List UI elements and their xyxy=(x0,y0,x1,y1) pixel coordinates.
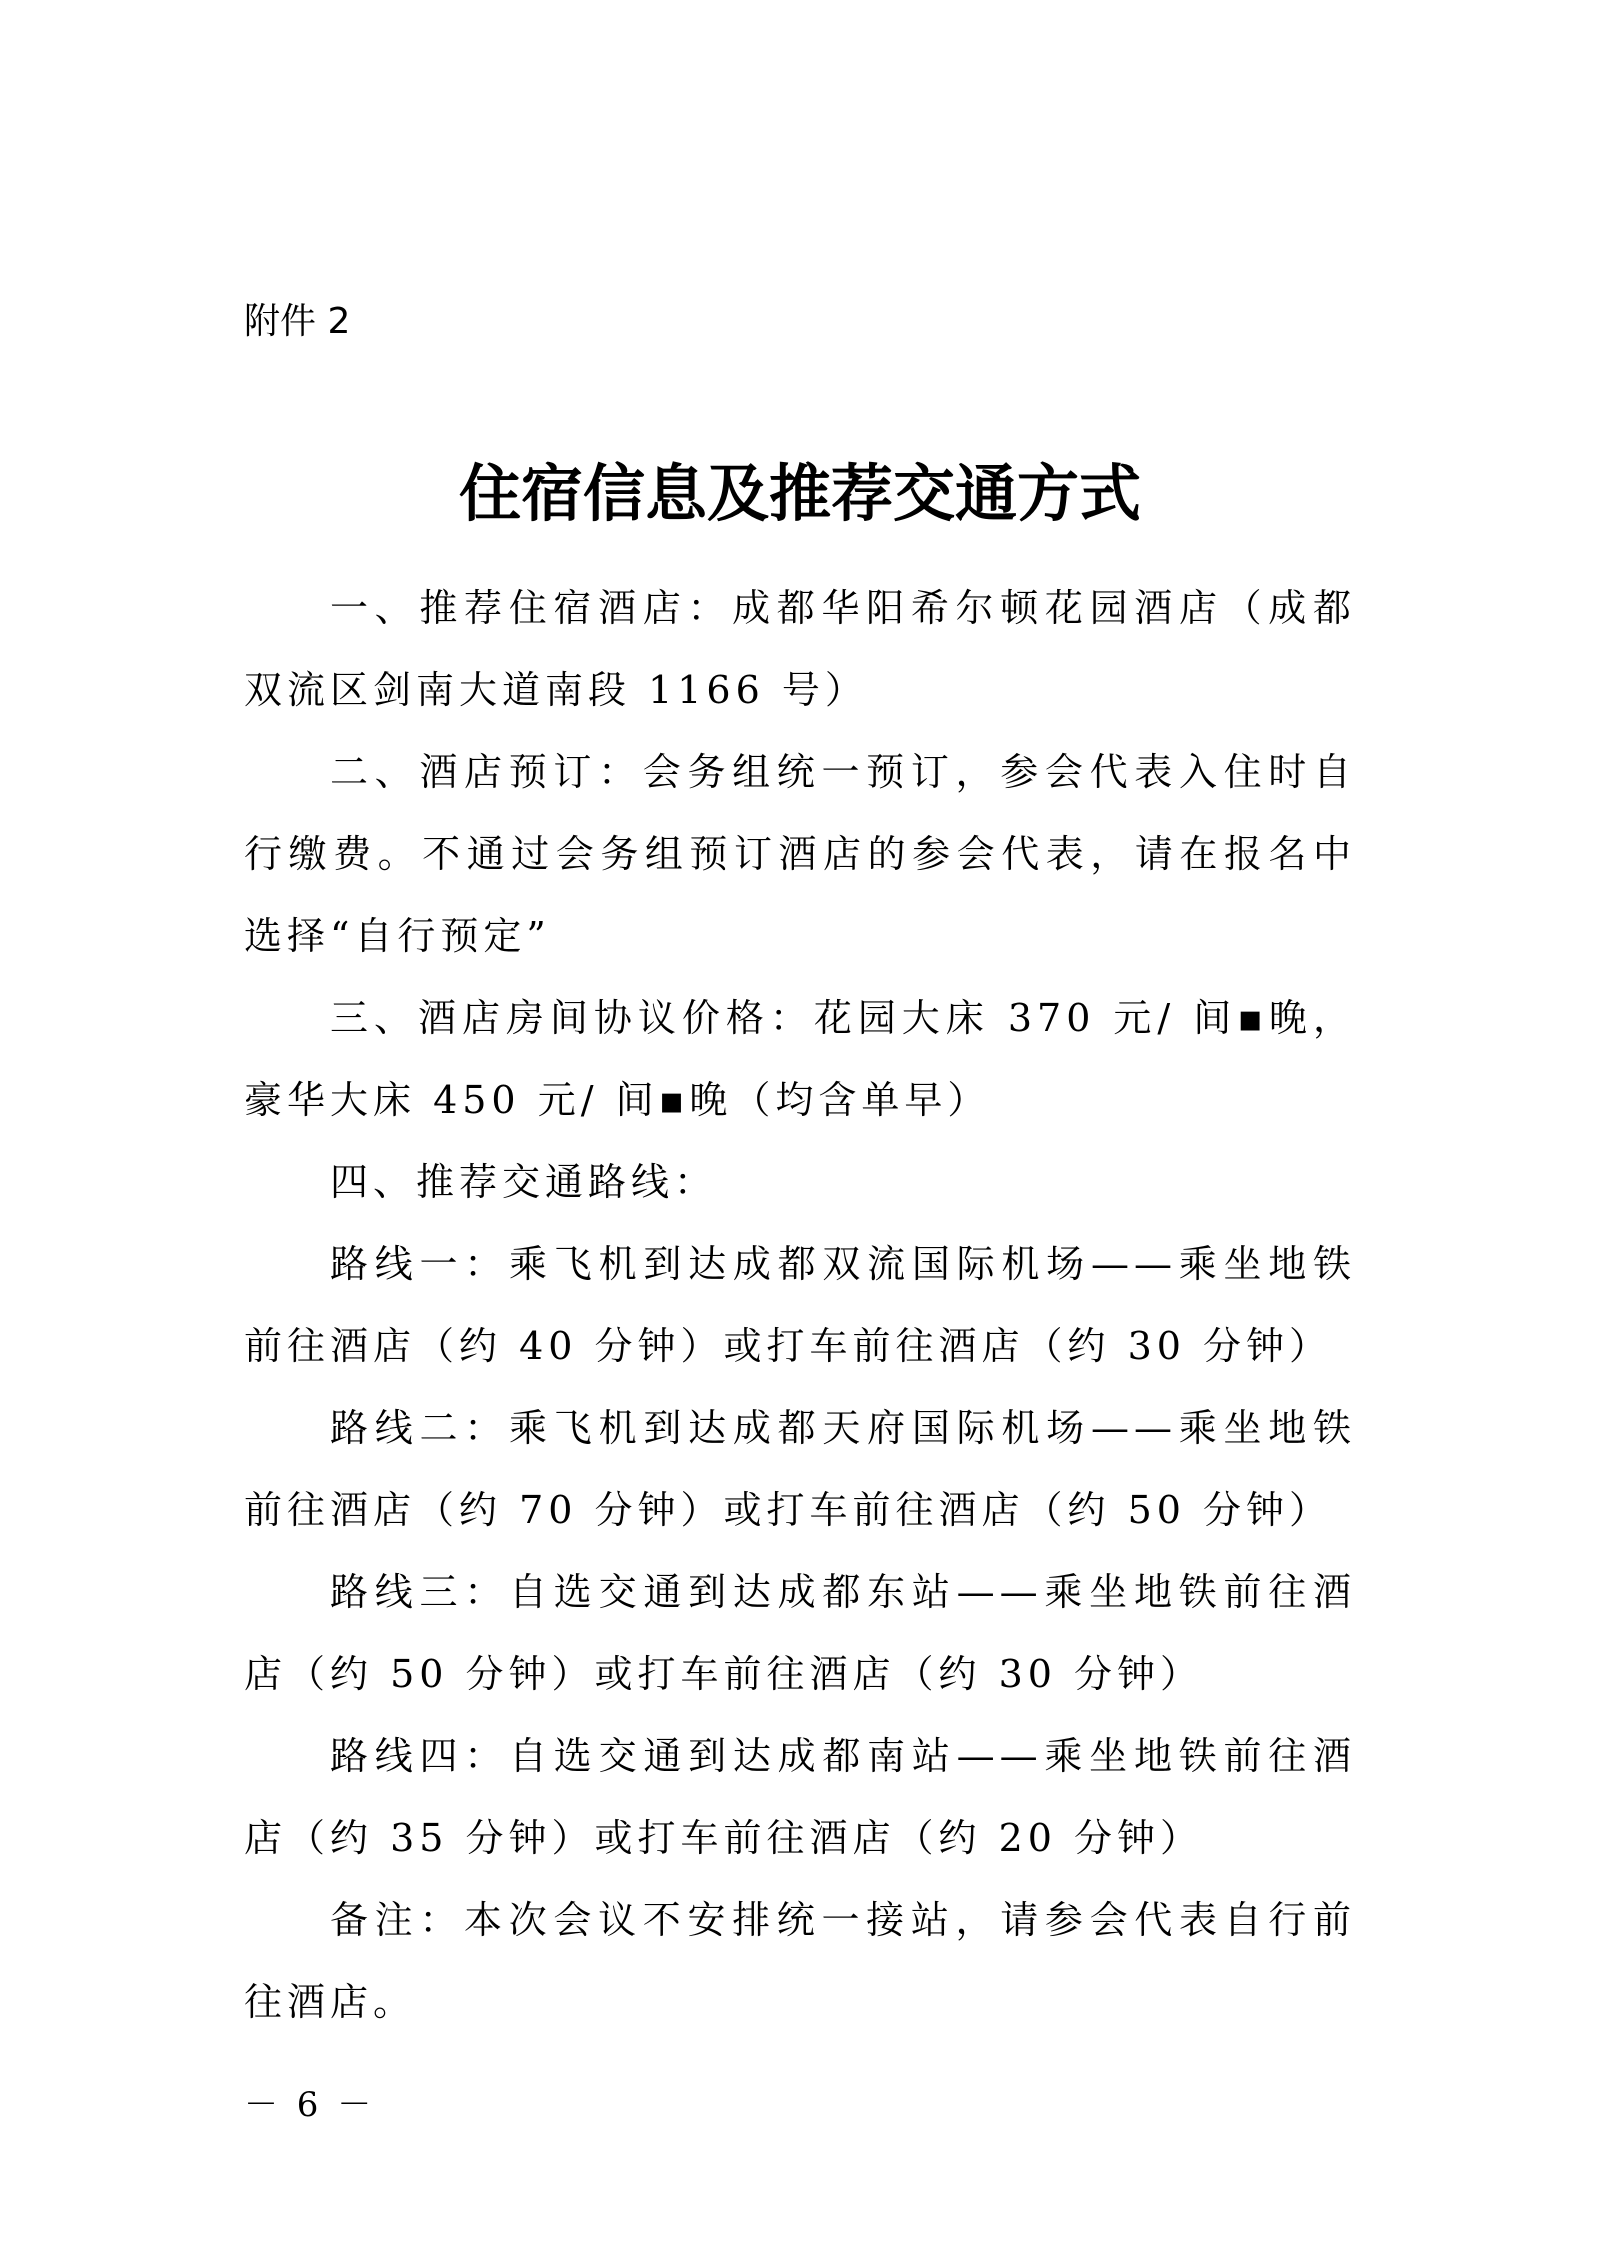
page-number: － 6 － xyxy=(244,2085,376,2125)
paragraph-hotel: 一、推荐住宿酒店：成都华阳希尔顿花园酒店（成都双流区剑南大道南段 1166 号） xyxy=(244,586,1356,712)
document-body xyxy=(244,567,1356,2043)
paragraph-remark: 备注：本次会议不安排统一接站，请参会代表自行前往酒店。 xyxy=(244,1898,1356,2024)
attachment-label: 附件 2 xyxy=(244,301,351,342)
paragraph-route-3: 路线三：自选交通到达成都东站——乘坐地铁前往酒店（约 50 分钟）或打车前往酒店（约 30 分钟） xyxy=(244,1570,1356,1696)
paragraph-route-1: 路线一：乘飞机到达成都双流国际机场——乘坐地铁前往酒店（约 40 分钟）或打车前往酒店（约 30 分钟） xyxy=(244,1242,1356,1368)
document-title: 住宿信息及推荐交通方式 xyxy=(458,457,1141,530)
paragraph-route-4: 路线四：自选交通到达成都南站——乘坐地铁前往酒店（约 35 分钟）或打车前往酒店（约 20 分钟） xyxy=(244,1734,1356,1860)
paragraph-routes-heading: 四、推荐交通路线： xyxy=(330,1160,718,1204)
paragraph-booking: 二、酒店预订：会务组统一预订，参会代表入住时自行缴费。不通过会务组预订酒店的参会代表，请在报名中选择“自行预定” xyxy=(244,750,1356,958)
paragraph-price: 三、酒店房间协议价格：花园大床 370 元/ 间▪晚，豪华大床 450 元/ 间▪晚（均含单早） xyxy=(244,996,1356,1122)
paragraph-route-2: 路线二：乘飞机到达成都天府国际机场——乘坐地铁前往酒店（约 70 分钟）或打车前往酒店（约 50 分钟） xyxy=(244,1406,1356,1532)
